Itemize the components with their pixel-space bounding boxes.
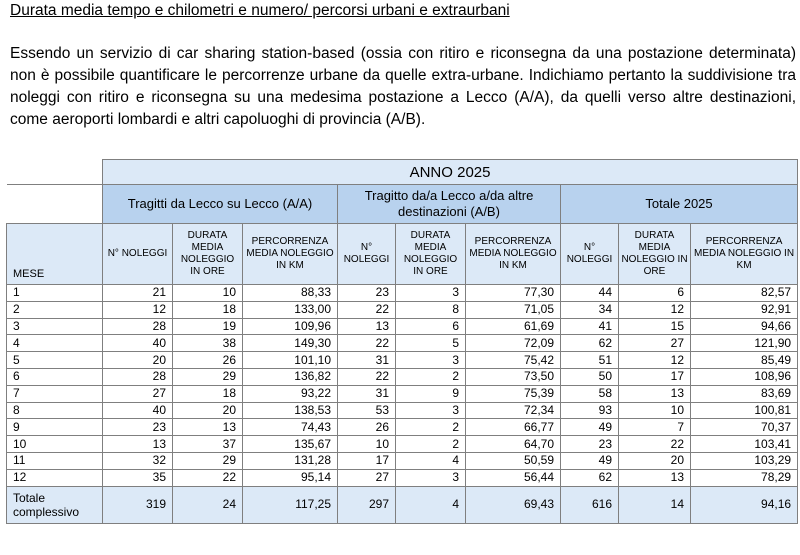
month-cell: 9 bbox=[7, 419, 103, 436]
noleggi-cell: 32 bbox=[103, 452, 173, 469]
percorrenza-cell: 83,69 bbox=[691, 385, 798, 402]
percorrenza-cell: 138,53 bbox=[243, 402, 338, 419]
noleggi-cell: 50 bbox=[561, 368, 619, 385]
durata-cell: 18 bbox=[173, 385, 243, 402]
durata-cell: 20 bbox=[619, 452, 691, 469]
table-row bbox=[7, 385, 798, 402]
noleggi-cell: 10 bbox=[338, 436, 396, 453]
percorrenza-cell: 70,37 bbox=[691, 419, 798, 436]
section-heading: Durata media tempo e chilometri e numero/ percorsi urbani e extraurbani bbox=[10, 2, 510, 19]
percorrenza-cell: 85,49 bbox=[691, 352, 798, 369]
noleggi-cell: 13 bbox=[338, 318, 396, 335]
total-percorrenza-cell: 94,16 bbox=[691, 486, 798, 523]
percorrenza-cell: 71,05 bbox=[466, 301, 561, 318]
noleggi-cell: 13 bbox=[103, 436, 173, 453]
durata-cell: 10 bbox=[619, 402, 691, 419]
durata-cell: 6 bbox=[396, 318, 466, 335]
col-header-noleggi: N° NOLEGGI bbox=[338, 224, 396, 285]
total-label: Totale complessivo bbox=[7, 486, 103, 523]
col-header-durata: DURATA MEDIA NOLEGGIO IN ORE bbox=[619, 224, 691, 285]
table-row bbox=[7, 318, 798, 335]
table-row bbox=[7, 285, 798, 302]
noleggi-cell: 40 bbox=[103, 402, 173, 419]
durata-cell: 3 bbox=[396, 352, 466, 369]
durata-cell: 2 bbox=[396, 419, 466, 436]
percorrenza-cell: 74,43 bbox=[243, 419, 338, 436]
table-row bbox=[7, 368, 798, 385]
noleggi-cell: 35 bbox=[103, 469, 173, 486]
percorrenza-cell: 50,59 bbox=[466, 452, 561, 469]
month-cell: 10 bbox=[7, 436, 103, 453]
durata-cell: 27 bbox=[619, 335, 691, 352]
percorrenza-cell: 135,67 bbox=[243, 436, 338, 453]
durata-cell: 18 bbox=[173, 301, 243, 318]
total-durata-cell: 14 bbox=[619, 486, 691, 523]
percorrenza-cell: 121,90 bbox=[691, 335, 798, 352]
durata-cell: 9 bbox=[396, 385, 466, 402]
percorrenza-cell: 78,29 bbox=[691, 469, 798, 486]
durata-cell: 4 bbox=[396, 452, 466, 469]
noleggi-cell: 23 bbox=[103, 419, 173, 436]
percorrenza-cell: 100,81 bbox=[691, 402, 798, 419]
durata-cell: 2 bbox=[396, 368, 466, 385]
durata-cell: 3 bbox=[396, 402, 466, 419]
month-cell: 6 bbox=[7, 368, 103, 385]
durata-cell: 8 bbox=[396, 301, 466, 318]
percorrenza-cell: 109,96 bbox=[243, 318, 338, 335]
percorrenza-cell: 88,33 bbox=[243, 285, 338, 302]
total-row bbox=[7, 486, 798, 523]
noleggi-cell: 44 bbox=[561, 285, 619, 302]
noleggi-cell: 12 bbox=[103, 301, 173, 318]
percorrenza-cell: 77,30 bbox=[466, 285, 561, 302]
col-header-noleggi: N° NOLEGGI bbox=[561, 224, 619, 285]
durata-cell: 20 bbox=[173, 402, 243, 419]
durata-cell: 13 bbox=[173, 419, 243, 436]
month-cell: 2 bbox=[7, 301, 103, 318]
total-noleggi-cell: 319 bbox=[103, 486, 173, 523]
noleggi-cell: 23 bbox=[561, 436, 619, 453]
durata-cell: 22 bbox=[173, 469, 243, 486]
durata-cell: 15 bbox=[619, 318, 691, 335]
noleggi-cell: 27 bbox=[103, 385, 173, 402]
noleggi-cell: 58 bbox=[561, 385, 619, 402]
month-cell: 12 bbox=[7, 469, 103, 486]
noleggi-cell: 40 bbox=[103, 335, 173, 352]
percorrenza-cell: 149,30 bbox=[243, 335, 338, 352]
durata-cell: 17 bbox=[619, 368, 691, 385]
durata-cell: 26 bbox=[173, 352, 243, 369]
noleggi-cell: 49 bbox=[561, 452, 619, 469]
table-row bbox=[7, 469, 798, 486]
noleggi-cell: 62 bbox=[561, 469, 619, 486]
durata-cell: 29 bbox=[173, 452, 243, 469]
percorrenza-cell: 72,34 bbox=[466, 402, 561, 419]
noleggi-cell: 93 bbox=[561, 402, 619, 419]
percorrenza-cell: 103,41 bbox=[691, 436, 798, 453]
percorrenza-cell: 66,77 bbox=[466, 419, 561, 436]
table-row bbox=[7, 352, 798, 369]
percorrenza-cell: 95,14 bbox=[243, 469, 338, 486]
noleggi-cell: 28 bbox=[103, 318, 173, 335]
noleggi-cell: 49 bbox=[561, 419, 619, 436]
durata-cell: 3 bbox=[396, 285, 466, 302]
table-corner bbox=[7, 185, 103, 224]
col-header-percorrenza: PERCORRENZA MEDIA NOLEGGIO IN KM bbox=[691, 224, 798, 285]
col-header-mese: MESE bbox=[7, 224, 103, 285]
noleggi-cell: 41 bbox=[561, 318, 619, 335]
month-cell: 5 bbox=[7, 352, 103, 369]
noleggi-cell: 31 bbox=[338, 385, 396, 402]
durata-cell: 5 bbox=[396, 335, 466, 352]
year-title: ANNO 2025 bbox=[103, 160, 798, 185]
percorrenza-cell: 103,29 bbox=[691, 452, 798, 469]
month-cell: 3 bbox=[7, 318, 103, 335]
durata-cell: 12 bbox=[619, 301, 691, 318]
table-row bbox=[7, 301, 798, 318]
durata-cell: 6 bbox=[619, 285, 691, 302]
durata-cell: 22 bbox=[619, 436, 691, 453]
noleggi-cell: 31 bbox=[338, 352, 396, 369]
col-header-durata: DURATA MEDIA NOLEGGIO IN ORE bbox=[396, 224, 466, 285]
table-row bbox=[7, 419, 798, 436]
percorrenza-cell: 101,10 bbox=[243, 352, 338, 369]
durata-cell: 10 bbox=[173, 285, 243, 302]
noleggi-cell: 62 bbox=[561, 335, 619, 352]
col-header-durata: DURATA MEDIA NOLEGGIO IN ORE bbox=[173, 224, 243, 285]
noleggi-cell: 22 bbox=[338, 335, 396, 352]
durata-cell: 2 bbox=[396, 436, 466, 453]
noleggi-cell: 26 bbox=[338, 419, 396, 436]
percorrenza-cell: 131,28 bbox=[243, 452, 338, 469]
noleggi-cell: 34 bbox=[561, 301, 619, 318]
noleggi-cell: 23 bbox=[338, 285, 396, 302]
total-durata-cell: 4 bbox=[396, 486, 466, 523]
noleggi-cell: 51 bbox=[561, 352, 619, 369]
percorrenza-cell: 64,70 bbox=[466, 436, 561, 453]
group-header-ab: Tragitto da/a Lecco a/da altre destinazioni (A/B) bbox=[338, 185, 561, 224]
durata-cell: 13 bbox=[619, 385, 691, 402]
total-percorrenza-cell: 69,43 bbox=[466, 486, 561, 523]
col-header-noleggi: N° NOLEGGI bbox=[103, 224, 173, 285]
percorrenza-cell: 93,22 bbox=[243, 385, 338, 402]
percorrenza-cell: 73,50 bbox=[466, 368, 561, 385]
col-header-percorrenza: PERCORRENZA MEDIA NOLEGGIO IN KM bbox=[466, 224, 561, 285]
percorrenza-cell: 61,69 bbox=[466, 318, 561, 335]
durata-cell: 29 bbox=[173, 368, 243, 385]
total-noleggi-cell: 297 bbox=[338, 486, 396, 523]
percorrenza-cell: 82,57 bbox=[691, 285, 798, 302]
month-cell: 7 bbox=[7, 385, 103, 402]
rentals-table bbox=[6, 159, 798, 524]
percorrenza-cell: 75,39 bbox=[466, 385, 561, 402]
percorrenza-cell: 72,09 bbox=[466, 335, 561, 352]
table-row bbox=[7, 436, 798, 453]
noleggi-cell: 22 bbox=[338, 301, 396, 318]
group-header-aa: Tragitti da Lecco su Lecco (A/A) bbox=[103, 185, 338, 224]
table-row bbox=[7, 335, 798, 352]
noleggi-cell: 28 bbox=[103, 368, 173, 385]
percorrenza-cell: 136,82 bbox=[243, 368, 338, 385]
total-durata-cell: 24 bbox=[173, 486, 243, 523]
noleggi-cell: 17 bbox=[338, 452, 396, 469]
intro-paragraph: Essendo un servizio di car sharing station-based (ossia con ritiro e riconsegna da una postazione determinata) non è possibile quantificare le percorrenze urbane da quelle extra-urbane. Indichiamo pertanto la suddivisione tra noleggi con ritiro e riconsegna su una medesima postazione a Lecco (A/A), da quelli verso altre destinazioni, come aeroporti lombardi e altri capoluoghi di provincia (A/B). bbox=[10, 45, 796, 128]
month-cell: 8 bbox=[7, 402, 103, 419]
month-cell: 1 bbox=[7, 285, 103, 302]
durata-cell: 19 bbox=[173, 318, 243, 335]
col-header-percorrenza: PERCORRENZA MEDIA NOLEGGIO IN KM bbox=[243, 224, 338, 285]
percorrenza-cell: 133,00 bbox=[243, 301, 338, 318]
percorrenza-cell: 108,96 bbox=[691, 368, 798, 385]
durata-cell: 12 bbox=[619, 352, 691, 369]
percorrenza-cell: 56,44 bbox=[466, 469, 561, 486]
durata-cell: 13 bbox=[619, 469, 691, 486]
table-row bbox=[7, 452, 798, 469]
percorrenza-cell: 94,66 bbox=[691, 318, 798, 335]
total-percorrenza-cell: 117,25 bbox=[243, 486, 338, 523]
durata-cell: 38 bbox=[173, 335, 243, 352]
month-cell: 11 bbox=[7, 452, 103, 469]
noleggi-cell: 21 bbox=[103, 285, 173, 302]
noleggi-cell: 53 bbox=[338, 402, 396, 419]
total-noleggi-cell: 616 bbox=[561, 486, 619, 523]
percorrenza-cell: 92,91 bbox=[691, 301, 798, 318]
month-cell: 4 bbox=[7, 335, 103, 352]
noleggi-cell: 27 bbox=[338, 469, 396, 486]
durata-cell: 7 bbox=[619, 419, 691, 436]
durata-cell: 37 bbox=[173, 436, 243, 453]
table-row bbox=[7, 402, 798, 419]
table-corner bbox=[7, 160, 103, 185]
noleggi-cell: 20 bbox=[103, 352, 173, 369]
durata-cell: 3 bbox=[396, 469, 466, 486]
group-header-total: Totale 2025 bbox=[561, 185, 798, 224]
percorrenza-cell: 75,42 bbox=[466, 352, 561, 369]
noleggi-cell: 22 bbox=[338, 368, 396, 385]
